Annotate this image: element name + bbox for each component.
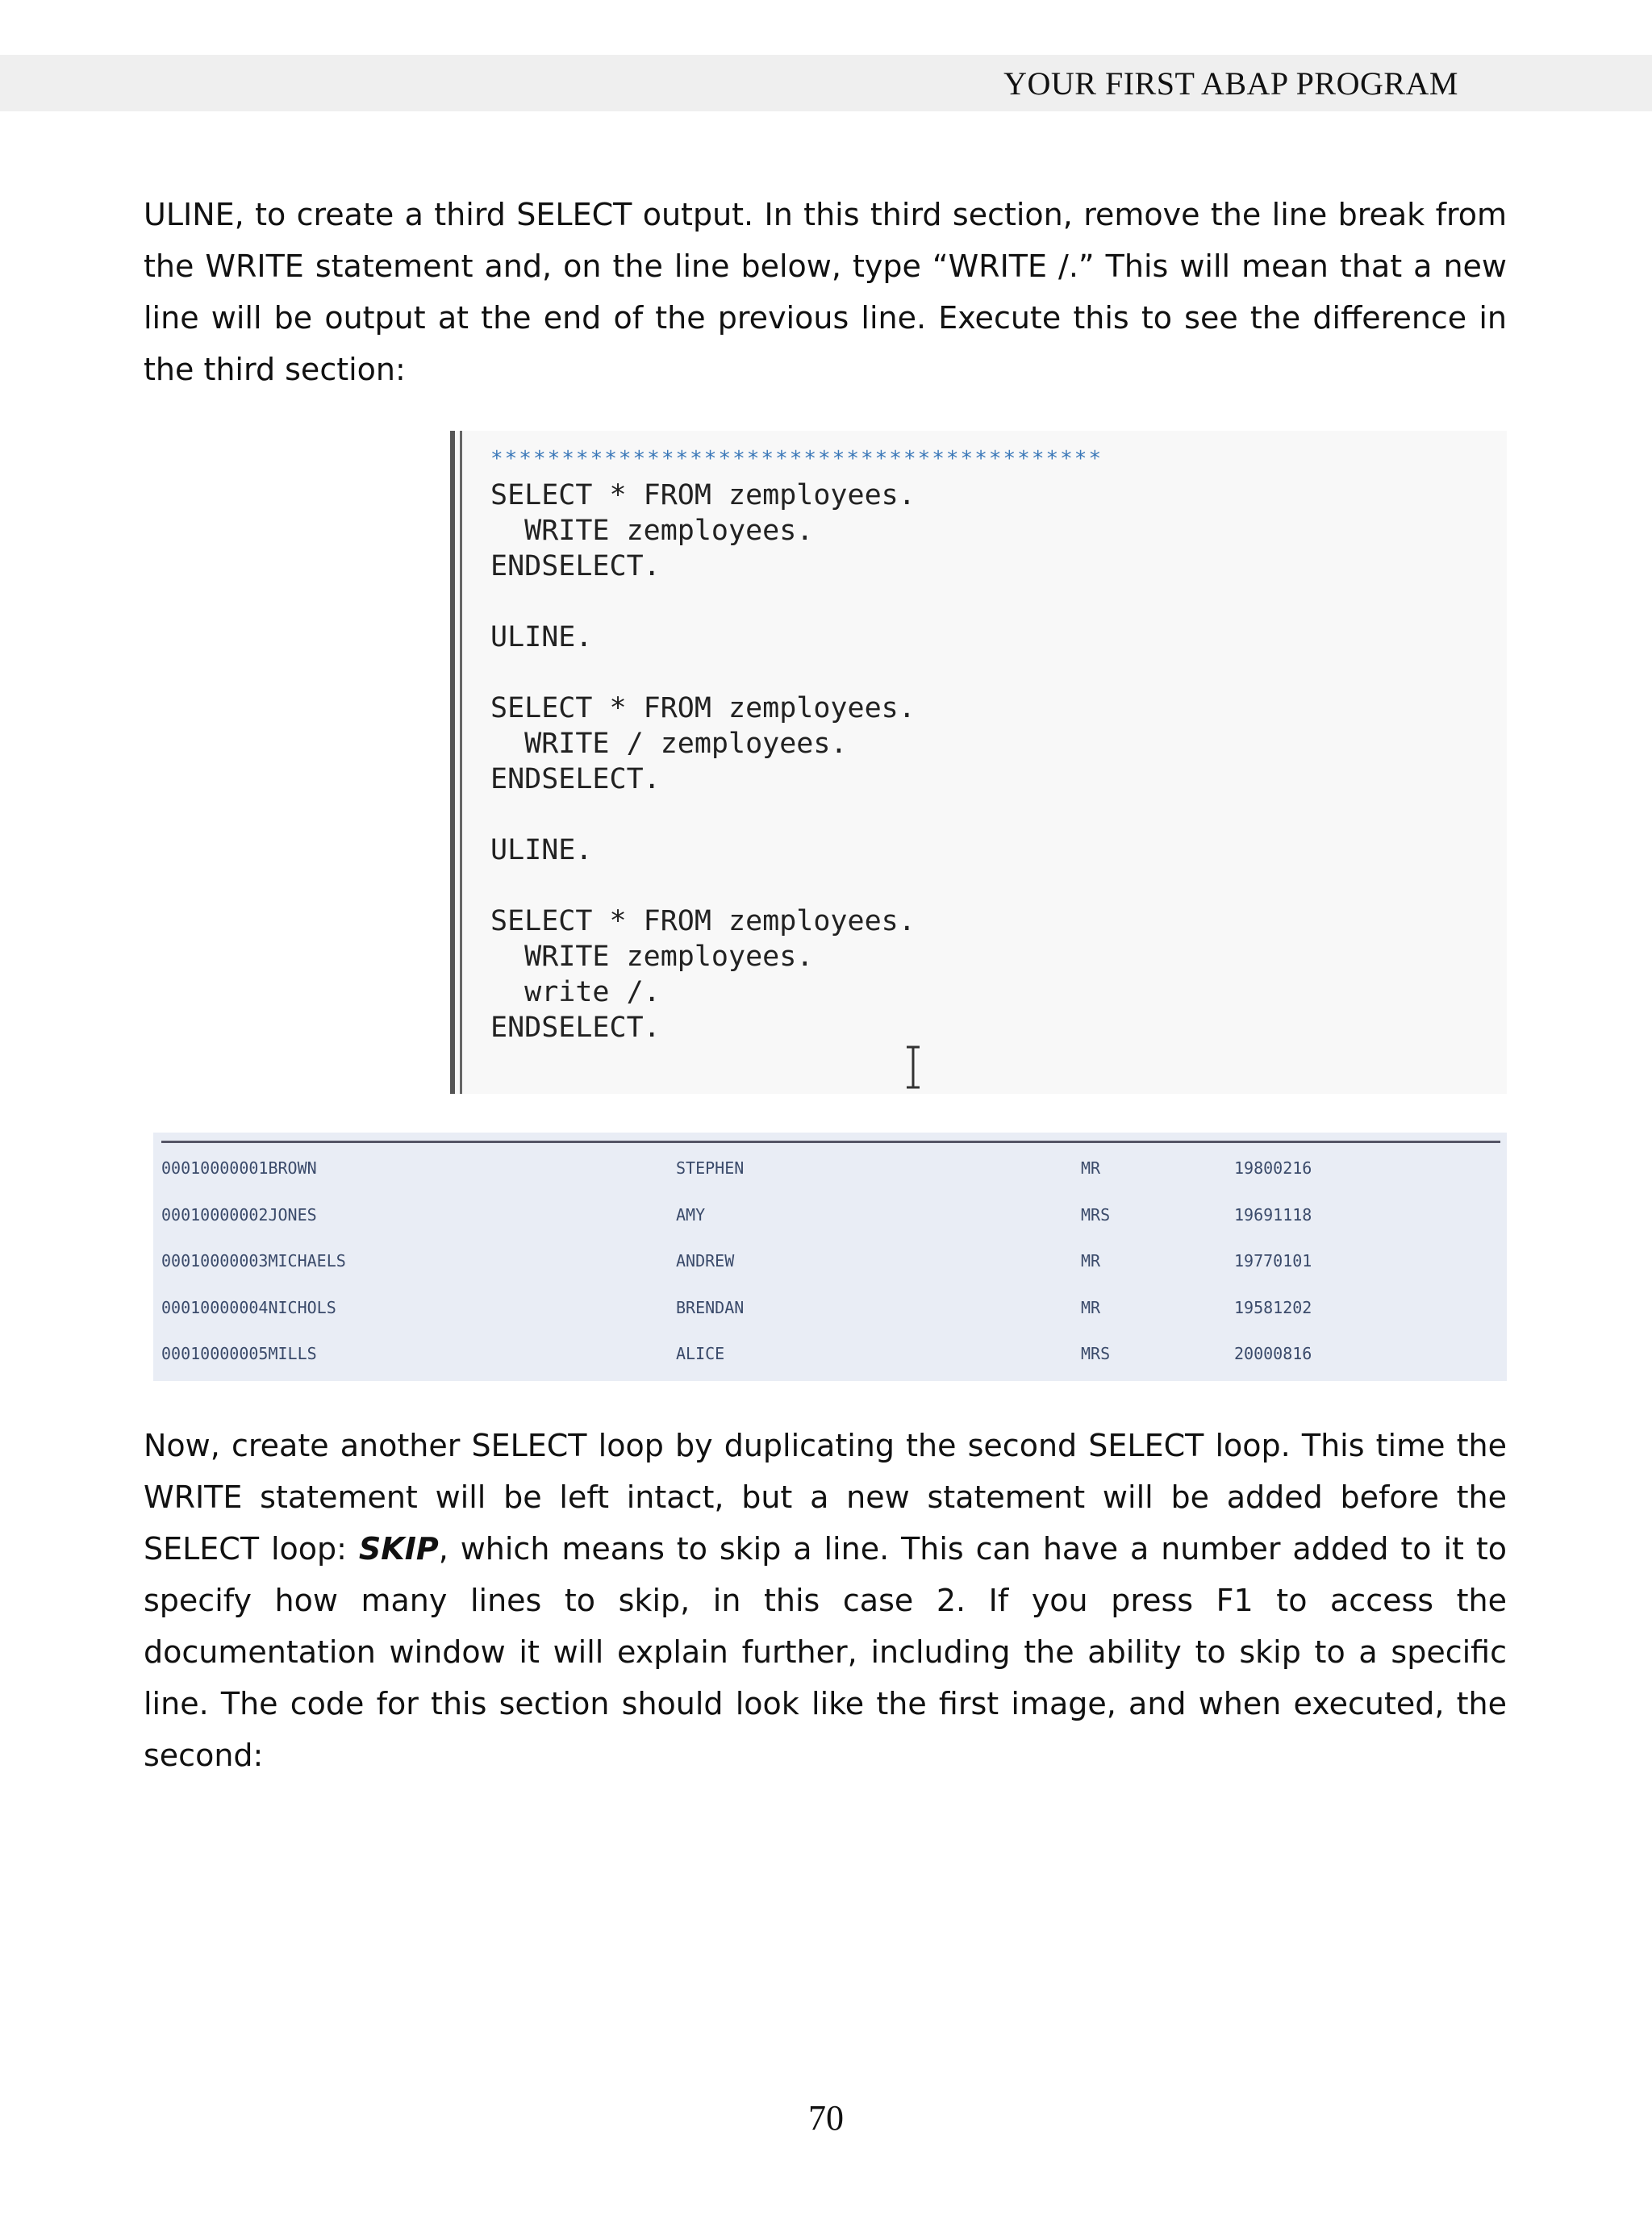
output-row [153, 1344, 1507, 1389]
code-line: SELECT * FROM zemployees. [490, 479, 916, 511]
output-cell: 00010000004NICHOLS [161, 1297, 336, 1317]
output-cell: MR [1081, 1297, 1101, 1317]
code-editor-screenshot [450, 431, 1507, 1094]
output-cell: 00010000003MICHAELS [161, 1251, 346, 1271]
code-line: SELECT * FROM zemployees. [490, 692, 916, 724]
editor-gutter-line [460, 431, 462, 1094]
output-cell: ALICE [676, 1344, 725, 1363]
output-cell: 19691118 [1234, 1204, 1312, 1225]
code-line [490, 584, 916, 620]
output-row [153, 1251, 1507, 1296]
running-header-title: YOUR FIRST ABAP PROGRAM [1003, 65, 1458, 102]
output-cell: MR [1081, 1158, 1101, 1178]
code-line: SELECT * FROM zemployees. [490, 905, 916, 937]
paragraph-intro: ULINE, to create a third SELECT output. In this third section, remove the line break from the WRITE statement and, on the line below, type “WRITE /.” This will mean that a new line will be output at the end of the previous line. Execute this to see the difference in the third section: [144, 197, 1507, 387]
page-number: 70 [808, 2098, 844, 2138]
code-line: ENDSELECT. [490, 550, 661, 582]
program-output-screenshot [153, 1133, 1507, 1381]
code-line: WRITE zemployees. [490, 941, 814, 973]
output-cell: 00010000002JONES [161, 1204, 317, 1225]
editor-gutter-line [450, 431, 455, 1094]
output-cell: 20000816 [1234, 1344, 1312, 1363]
paragraph-skip-before: Now, create another SELECT loop by duplicating the second SELECT loop. This time the WRITE statement will be left intact, but a new statement will be added before the SELECT loop: [144, 1428, 1507, 1567]
keyword-skip: SKIP [358, 1531, 439, 1567]
uline-rule [161, 1141, 1500, 1143]
code-block [490, 478, 916, 1045]
output-cell: MR [1081, 1251, 1101, 1271]
paragraph-skip-after: , which means to skip a line. This can have a number added to it to specify how many lines to skip, in this case 2. If you press F1 to access the documentation window it will explain further, including the ability to skip to a specific line. The code for this section should look like the first image, and when executed, the second: [144, 1531, 1507, 1773]
output-cell: 19770101 [1234, 1251, 1312, 1271]
output-cell: 19581202 [1234, 1297, 1312, 1317]
code-line: ENDSELECT. [490, 1012, 661, 1044]
output-cell: 00010000005MILLS [161, 1344, 317, 1363]
code-line: WRITE / zemployees. [490, 728, 848, 760]
code-line [490, 655, 916, 691]
text-cursor-icon [903, 1045, 923, 1089]
output-cell: 00010000001BROWN [161, 1158, 317, 1178]
output-row [153, 1298, 1507, 1343]
output-cell: MRS [1081, 1204, 1111, 1225]
code-line: ULINE. [490, 621, 593, 653]
output-cell: MRS [1081, 1344, 1111, 1363]
output-row [153, 1205, 1507, 1250]
paragraph-skip [144, 1420, 1507, 1781]
code-comment-stars: ******************************************* [490, 447, 1103, 471]
output-row [153, 1158, 1507, 1204]
output-cell: AMY [676, 1204, 706, 1225]
code-line [490, 868, 916, 903]
code-line: ENDSELECT. [490, 763, 661, 795]
output-cell: ANDREW [676, 1251, 735, 1271]
code-line: ULINE. [490, 834, 593, 866]
output-cell: 19800216 [1234, 1158, 1312, 1178]
code-line: WRITE zemployees. [490, 515, 814, 547]
output-cell: STEPHEN [676, 1158, 745, 1178]
code-line: write /. [490, 976, 661, 1008]
output-cell: BRENDAN [676, 1297, 745, 1317]
code-line [490, 797, 916, 832]
